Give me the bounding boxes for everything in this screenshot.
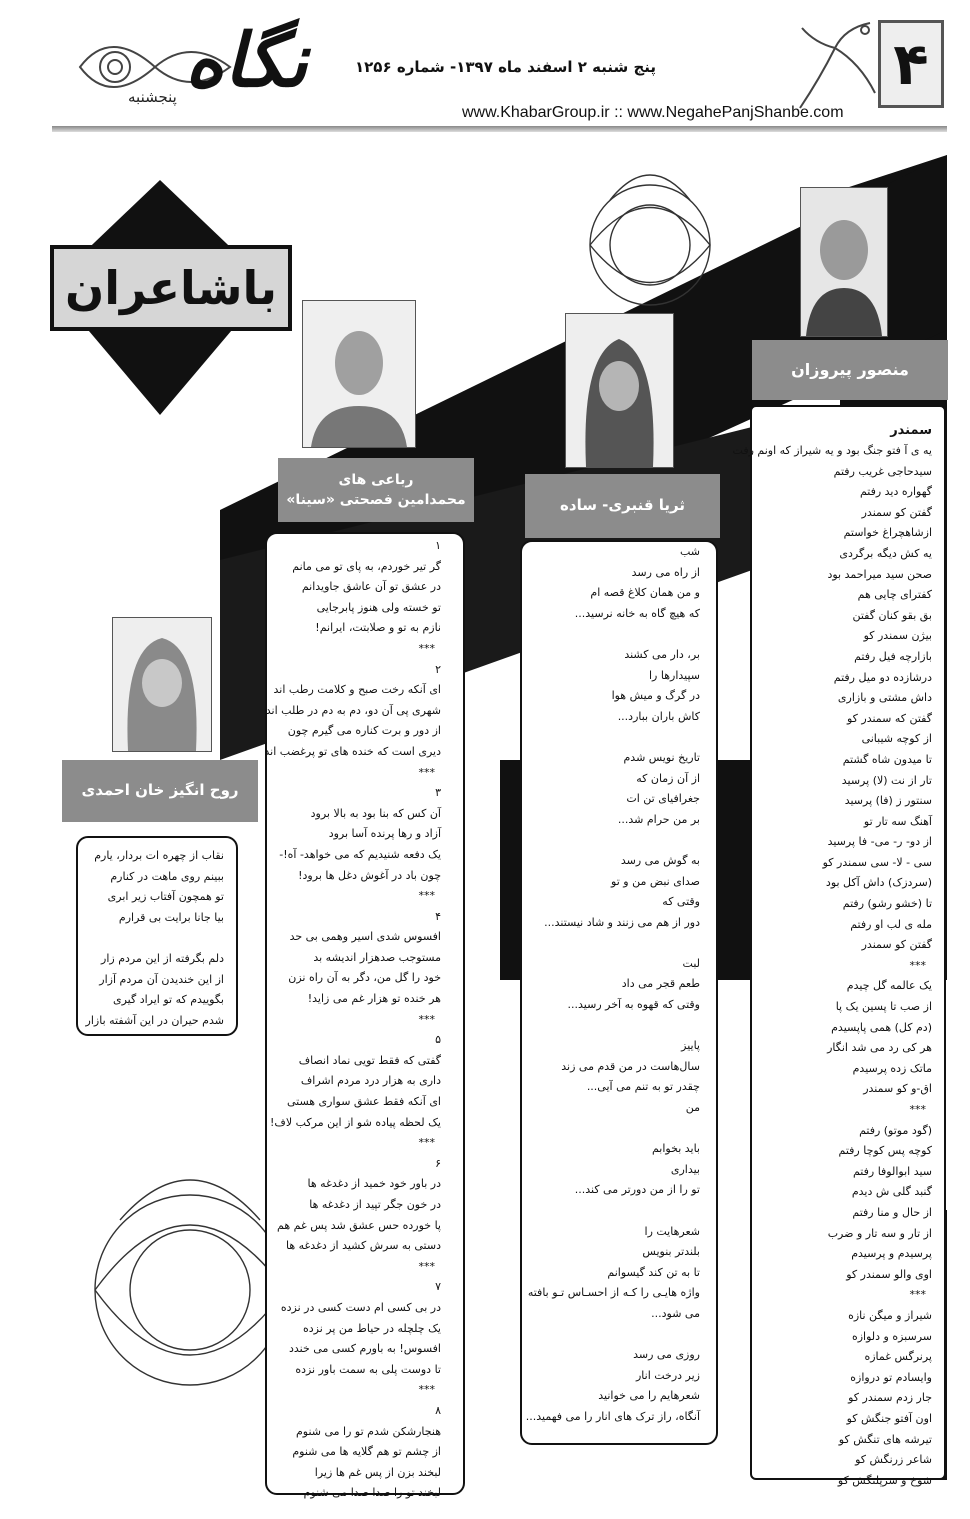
poem-line: شب [679,545,700,558]
poem-line: جغرافیای تن ات [626,792,700,806]
poem-line: از دو- ر- می- فا پرسید [827,835,932,849]
poem-line: در خون جگر تپید از دغدغه ها [309,1198,441,1211]
poem-line: تا دوست پلی به سمت باور نزده [295,1362,441,1376]
poem-line: از دور و برت کناره می گیرم چون [287,724,441,738]
poem-line: ۱ [435,539,441,552]
poem-line: تا میدون شاه گشتم [842,752,932,766]
poem-line: یک لحظه پیاده شو از این مرکب لاف! [270,1115,441,1129]
website-urls: www.KhabarGroup.ir :: www.NegahePanjShanbe.com [462,104,844,121]
poet-name-rouhangiz: روح انگیز خان احمدی [81,781,239,800]
poet-name-mansour: منصور پیروزان [791,360,909,380]
poem-line: هر خنده تو هزار غم می زاید! [307,992,441,1006]
poem-line: اوی والو سمندر کو [846,1267,932,1281]
poem-line: لبخند بزن از پس غم ها زیرا [314,1465,441,1479]
poem-line: ۲ [435,662,441,676]
newspaper-logo-subtitle: پنجشنبه [128,88,177,106]
poem-line: یه کش دیگه برگردی [839,546,932,560]
poem-line: پرنرگس غمازه [864,1350,932,1364]
poem-line: وقتی که قهوه به آخر رسید... [567,998,700,1012]
poem-line: افسوس! به باورم کسی می خندد [288,1342,441,1356]
poem-line: افسوس شدی اسیر وهمی بی حد [289,930,441,944]
poem-line: هنجارشکن شدم تو را می شنوم [295,1424,441,1438]
poem-line: *** [418,1012,435,1026]
poem-line: بگوییدم که تو ایراد گیری [112,993,224,1007]
poem-line: *** [418,1136,435,1150]
poem-line: از راه می رسد [631,565,700,579]
poem-line [532,1119,700,1140]
poem-line: گفتی که فقط تویی نماد انصاف [298,1053,441,1067]
poem-line: پاییز [681,1039,700,1053]
poem-line: صحن سید میراحمد بود [827,567,932,581]
poem-line: کاش باران ببارد... [617,709,700,723]
poem-lines-fasahati [264,536,441,1504]
poem-line: که هیچ گاه به خانه نرسید... [574,606,700,620]
poem-line [532,933,700,954]
poem-line: در عشق تو آن عاشق جاویدانم [301,580,441,594]
poem-line: بق بقو کنان گفتن [852,608,932,622]
poem-line: سپیدارها را [648,668,700,682]
poem-line: *** [418,1383,435,1397]
poem-line: بازارچه فیل رفتم [854,649,932,663]
poem-line: ۶ [435,1156,441,1170]
poem-line: یک دفعه شنیدیم که می خواهد- آه!- [279,847,441,861]
poem-box-rouhangiz [76,836,238,1036]
poem-line: گفتن کو سمندر [861,938,932,952]
poem-line: سید ابوالوفا رفتم [852,1164,932,1178]
poem-line: یک چلچله در حیاط من پر نزده [302,1321,441,1335]
poem-line: شاعر زرنگش کو [855,1453,932,1467]
poem-lines-mansour [732,441,932,1491]
poem-box-fasahati [264,532,465,1500]
poem-line: گفتن که سمندر کو [846,711,932,725]
poem-line [532,1016,700,1037]
poem-line: ماتک زده پرسیدم [852,1061,932,1075]
poem-line: دور از هم می زنند و شاد نیستند... [544,915,700,929]
poem-line: بیا جانا برایت بی قرارم [118,910,224,924]
poem-box-mansour [732,405,946,1487]
poem-line: لبخند تو را صدا صدا می شنوم [303,1486,441,1500]
poem-line: جار زدم سمندر کو [848,1391,932,1405]
poem-line: تاریخ نویس شدم [623,750,700,764]
poem-line: کفترای چایی هم [857,588,932,602]
poem-line: *** [909,1103,926,1116]
poem-lines-rouhangiz [84,846,224,1031]
poem-line: بر، دار می کشند [624,647,700,661]
poem-line: تیرشه های تنگش کو [838,1432,932,1446]
phoenix-icon [790,18,880,123]
poem-line: وقتی که [662,895,700,909]
poem-line: *** [418,641,435,655]
header-rule [52,126,947,132]
poem-line: تو را از من دورتر می کند... [574,1183,700,1197]
poem-line: یک عالمه گل چیدم [846,979,932,993]
poem-line: ازشاهچراغ خواستم [843,526,932,540]
poem-line: سال‌هاست در من قدم می زند [561,1059,700,1073]
poem-line: زیر درخت انار [635,1368,700,1382]
poem-line: از این خندیدن آن مردم آزار [99,972,224,986]
poem-line: تار از نت (لا) پرسید [841,773,932,787]
poem-line: ای آنکه فقط عشق سواری هستی [286,1095,441,1109]
issue-date: پنج شنبه ۲ اسفند ماه ۱۳۹۷- شماره ۱۲۵۶ [355,58,657,76]
photo-mansour [800,187,888,337]
poem-line: لبت [682,956,700,970]
poem-line: از چشم تو هم گلایه ها می شنوم [292,1445,441,1459]
poem-box-soraya [520,540,718,1445]
poem-line: ۷ [435,1280,441,1294]
poem-line: شدم حیران در این آشفته بازار [85,1013,224,1027]
banner-mansour [752,340,948,400]
poem-line: دستی به سرش کشید از دغدغه ها [286,1239,441,1253]
poem-lines-soraya [525,542,700,1428]
poem-line: آن کس که بنا بود به بالا برود [310,806,441,820]
poem-line: اق-و کو سمندر [863,1082,932,1096]
poem-line: چون باد در آغوش دغل ها برود! [298,868,441,882]
banner-fasahati [278,458,474,522]
poem-line: (گود موتو) رفتم [859,1123,932,1137]
poem-line: ۴ [435,909,441,923]
poem-line: گر تیر خوردم، به پای تو می مانم [292,559,441,573]
poem-line: سنتور ز (فا) پرسید [844,794,932,808]
poem-line: طعم قجر می داد [621,977,700,991]
poem-line: تا به تن کند گیسوانم [607,1265,700,1279]
poem-line: بیژن سمندر کو [863,629,932,643]
poem-line [532,624,700,645]
poem-line: آنگاه، راز ترک های انار را می فهمید... [525,1409,700,1423]
poem-line: در گرگ و میش هوا [611,689,700,703]
poem-line: آزاد و رها پرنده آسا برود [328,827,441,841]
poem-line: از صب تا پسین یک پا [835,1000,932,1014]
poem-line: وایسادم تو دروازه [850,1370,932,1384]
poet-name-fasahati: محمدامین فصحتی «سینا» [286,492,466,508]
poem-line [532,1201,700,1222]
poem-line: تو خسته ولی هنوز پابرجایی [316,600,441,614]
poem-line [532,830,700,851]
poem-line: بیداری [670,1162,700,1176]
poem-line: درشازده دو میل رفتم [833,670,932,684]
poem-line: می شود... [651,1306,700,1320]
poem-line: صدای نبض من و تو [611,874,700,888]
photo-soraya [565,313,674,468]
poem-line: نازم به تو و صلابتت، ایرانم! [315,621,441,635]
poem-title-mansour: سمندر [890,423,932,438]
poem-line: (سردزک) داش آکل بود [825,876,932,890]
poem-line: آهنگ سه تار تو [863,814,932,828]
poem-line: روزی می رسد [633,1348,700,1362]
poem-line: ای آنکه رخت صبح و کلامت رطب اند [273,683,441,697]
poem-line: *** [418,1259,435,1273]
poem-line: چقدر تو به تنم می آیی... [586,1080,700,1094]
poem-line: شعرهایت را [644,1224,700,1238]
poem-line: *** [909,1288,926,1302]
poem-line: از کوچه شیبانی [861,732,932,746]
poem-line: به گوش می رسد [620,853,700,867]
poem-line: شعرهایم را می خوانید [598,1389,700,1403]
poem-line: ۸ [435,1403,441,1417]
poem-line: یه ی آ فتو جنگ بود و یه شیراز که اونم رفت [732,444,932,457]
poem-line [532,1325,700,1346]
page-number: ۴ [878,20,944,108]
photo-rouhangiz [112,617,212,752]
poem-line: هر کی رد می شد انگار [827,1041,932,1055]
poem-line: ۳ [435,786,441,800]
poem-line: شیراز و میگن نازه [848,1308,932,1322]
poem-line: ببینم روی ماهت در کنارم [110,869,224,883]
poem-line: تا (خشو رشو) رفتم [842,897,932,911]
poem-line: بلندتر بنویس [642,1245,700,1259]
poem-line: دلم بگرفته از این مردم زار [101,951,224,965]
poem-line: خود را گل من، دگر به آن راه نزن [288,971,441,985]
poem-line: بر من حرام شد... [617,812,700,826]
newspaper-logo: نگاه [185,18,308,104]
poem-line: *** [418,765,435,779]
poem-line: پا خورده حس عشق شد پس غم هم [277,1218,441,1232]
poem-line: در بی کسی ام دست کسی در نزده [280,1300,441,1314]
banner-soraya [525,474,720,538]
poem-line: مستوجب صدهزار اندیشه بد [313,950,441,964]
banner-rouhangiz [62,760,258,822]
poem-line: گفتن کو سمندر [861,505,932,519]
poem-line: کوچه پس کوچا رفتم [838,1144,932,1158]
poem-line: اون آفتو جنگش کو [846,1411,932,1425]
poem-line: سیدحاجی غریب رفتم [833,464,932,478]
poem-line: ۵ [435,1033,441,1047]
poem-line [532,727,700,748]
poem-line: *** [418,889,435,903]
poet-title-fasahati: رباعی های [338,471,414,488]
poem-line: داری به هزار درد مردم اشراف [300,1074,441,1088]
poem-line: از تار و سه تار و ضرب [827,1226,932,1240]
poem-line: گنبد گلی ش دیدم [851,1185,932,1199]
poem-line: از آن زمان که [636,771,700,785]
section-title: باشاعران [50,245,292,331]
poem-line: باید بخوابم [651,1142,700,1156]
poem-line: دیری است که خنده های تو پرغضب اند [264,744,441,758]
poet-name-soraya: ثریا قنبری- ساده [560,496,685,515]
poem-line: سرسبزه و دلوازه [851,1329,932,1343]
poem-line: من [685,1101,700,1115]
poem-line: واژه هایـی را کـه از احسـاس تـو بافته [527,1286,700,1300]
poem-line: سی - لا- سی سمندر کو [822,855,932,869]
poem-line: در باور خود خمید از دغدغه ها [307,1177,441,1191]
poem-line: پرسیدم و پرسیدم [851,1247,932,1261]
poem-line: از حال و منا رفتم [852,1205,932,1219]
poem-line: تو همچون آفتاب زیر ابری [107,890,224,904]
poem-line: *** [909,958,926,972]
poem-line: گهواره دید رفتم [859,485,932,499]
photo-fasahati [302,300,416,448]
poem-line: شهری پی آن دو، دم به دم در طلب اند [265,703,441,717]
poem-line: و من همان کلاغ قصه ام [590,586,700,600]
poem-line: نقاب از چهره ات بردار، یارم [94,849,224,862]
poem-line [84,928,224,949]
poem-line: (دم کل) همی پاپسیدم [831,1020,932,1034]
poem-line: داش مشتی و بازاری [837,691,932,705]
poem-line: شوخ و سرپلنگش کو [837,1473,932,1487]
poem-line: مله ی لب او رفتم [850,917,932,931]
